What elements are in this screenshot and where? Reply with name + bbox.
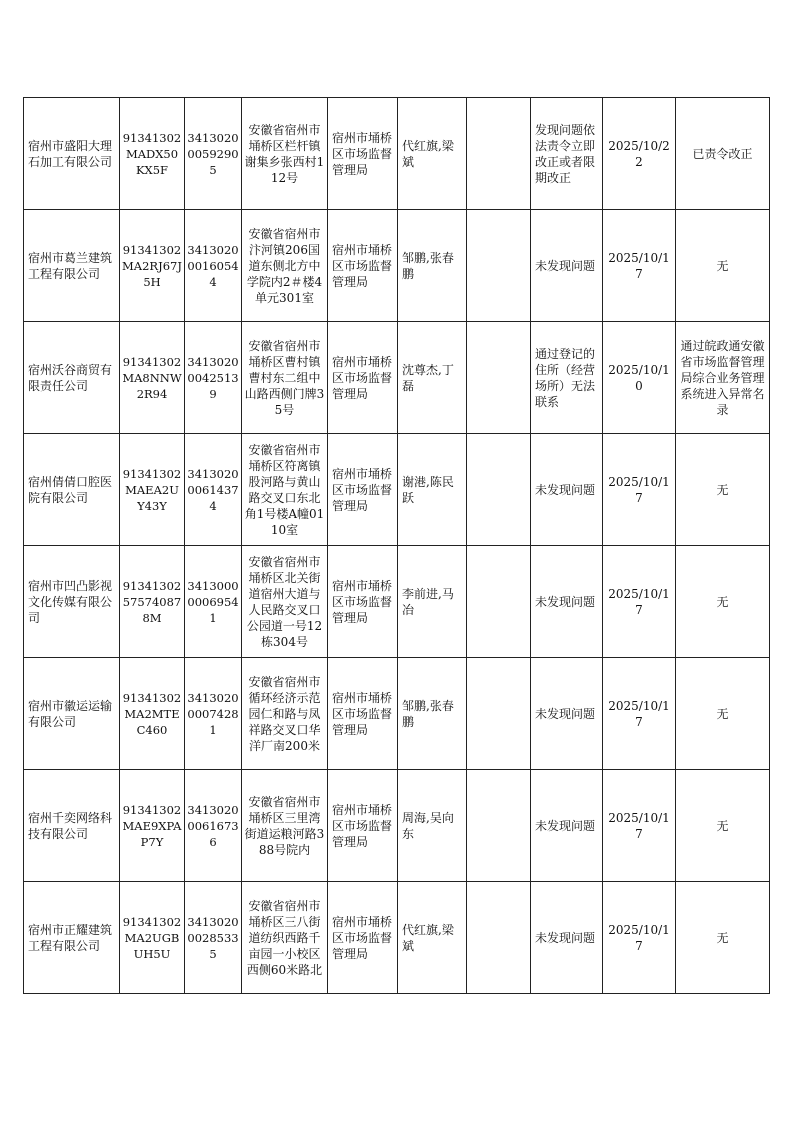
inspection-date-cell: 2025/10/17 <box>603 882 676 994</box>
blank-cell <box>467 546 531 658</box>
blank-cell <box>467 770 531 882</box>
handling-result-cell: 已责令改正 <box>676 98 770 210</box>
table-row <box>24 770 770 882</box>
registration-number-cell: 341302000074281 <box>185 658 242 770</box>
company-name-cell: 宿州千奕网络科技有限公司 <box>24 770 120 882</box>
credit-code-cell: 91341302MA2MTEC460 <box>120 658 185 770</box>
registration-number-cell: 341302000425139 <box>185 322 242 434</box>
handling-result-cell: 无 <box>676 882 770 994</box>
company-name-cell: 宿州倩倩口腔医院有限公司 <box>24 434 120 546</box>
inspection-date-cell: 2025/10/17 <box>603 770 676 882</box>
blank-cell <box>467 658 531 770</box>
registration-number-cell: 341302000592905 <box>185 98 242 210</box>
inspectors-cell: 沈尊杰,丁磊 <box>398 322 467 434</box>
authority-cell: 宿州市埇桥区市场监督管理局 <box>328 658 398 770</box>
address-cell: 安徽省宿州市埇桥区三里湾街道运粮河路388号院内 <box>242 770 328 882</box>
inspection-result-cell: 发现问题依法责令立即改正或者限期改正 <box>531 98 603 210</box>
blank-cell <box>467 434 531 546</box>
credit-code-cell: 91341302MAEA2UY43Y <box>120 434 185 546</box>
registration-number-cell: 341302000160544 <box>185 210 242 322</box>
table-row <box>24 882 770 994</box>
registration-number-cell: 341300000069541 <box>185 546 242 658</box>
handling-result-cell: 无 <box>676 770 770 882</box>
address-cell: 安徽省宿州市埇桥区三八街道纺织西路千亩园一小校区西侧60米路北 <box>242 882 328 994</box>
table-body <box>24 98 770 994</box>
address-cell: 安徽省宿州市汴河镇206国道东侧北方中学院内2＃楼4单元301室 <box>242 210 328 322</box>
inspection-date-cell: 2025/10/17 <box>603 434 676 546</box>
authority-cell: 宿州市埇桥区市场监督管理局 <box>328 210 398 322</box>
table-row <box>24 322 770 434</box>
address-cell: 安徽省宿州市埇桥区曹村镇曹村东二组中山路西侧门牌35号 <box>242 322 328 434</box>
inspection-result-cell: 通过登记的住所（经营场所）无法联系 <box>531 322 603 434</box>
inspectors-cell: 谢港,陈民跃 <box>398 434 467 546</box>
inspection-table <box>23 97 770 994</box>
authority-cell: 宿州市埇桥区市场监督管理局 <box>328 546 398 658</box>
table-row <box>24 546 770 658</box>
inspection-result-cell: 未发现问题 <box>531 770 603 882</box>
inspection-result-cell: 未发现问题 <box>531 434 603 546</box>
inspectors-cell: 李前进,马冶 <box>398 546 467 658</box>
credit-code-cell: 91341302MA8NNW2R94 <box>120 322 185 434</box>
inspectors-cell: 邹鹏,张春鹏 <box>398 658 467 770</box>
table-row <box>24 98 770 210</box>
company-name-cell: 宿州市葛兰建筑工程有限公司 <box>24 210 120 322</box>
handling-result-cell: 无 <box>676 658 770 770</box>
inspection-result-cell: 未发现问题 <box>531 210 603 322</box>
credit-code-cell: 91341302575740878M <box>120 546 185 658</box>
blank-cell <box>467 98 531 210</box>
address-cell: 安徽省宿州市埇桥区符离镇股河路与黄山路交叉口东北角1号楼A幢0110室 <box>242 434 328 546</box>
blank-cell <box>467 882 531 994</box>
registration-number-cell: 341302000285335 <box>185 882 242 994</box>
table-row <box>24 658 770 770</box>
credit-code-cell: 91341302MA2RJ67J5H <box>120 210 185 322</box>
company-name-cell: 宿州市正耀建筑工程有限公司 <box>24 882 120 994</box>
table-row <box>24 434 770 546</box>
authority-cell: 宿州市埇桥区市场监督管理局 <box>328 98 398 210</box>
inspectors-cell: 代红旗,梁斌 <box>398 98 467 210</box>
handling-result-cell: 无 <box>676 434 770 546</box>
table-row <box>24 210 770 322</box>
handling-result-cell: 无 <box>676 210 770 322</box>
registration-number-cell: 341302000616736 <box>185 770 242 882</box>
registration-number-cell: 341302000614374 <box>185 434 242 546</box>
company-name-cell: 宿州沃谷商贸有限责任公司 <box>24 322 120 434</box>
company-name-cell: 宿州市凹凸影视文化传媒有限公司 <box>24 546 120 658</box>
address-cell: 安徽省宿州市埇桥区栏杆镇谢集乡张西村112号 <box>242 98 328 210</box>
inspectors-cell: 邹鹏,张春鹏 <box>398 210 467 322</box>
handling-result-cell: 通过皖政通安徽省市场监督管理局综合业务管理系统进入异常名录 <box>676 322 770 434</box>
inspection-result-cell: 未发现问题 <box>531 658 603 770</box>
credit-code-cell: 91341302MA2UGBUH5U <box>120 882 185 994</box>
address-cell: 安徽省宿州市循环经济示范园仁和路与凤祥路交叉口华洋厂南200米 <box>242 658 328 770</box>
credit-code-cell: 91341302MAE9XPAP7Y <box>120 770 185 882</box>
authority-cell: 宿州市埇桥区市场监督管理局 <box>328 770 398 882</box>
address-cell: 安徽省宿州市埇桥区北关街道宿州大道与人民路交叉口公园道一号12栋304号 <box>242 546 328 658</box>
inspection-date-cell: 2025/10/10 <box>603 322 676 434</box>
authority-cell: 宿州市埇桥区市场监督管理局 <box>328 434 398 546</box>
handling-result-cell: 无 <box>676 546 770 658</box>
blank-cell <box>467 210 531 322</box>
inspection-result-cell: 未发现问题 <box>531 882 603 994</box>
credit-code-cell: 91341302MADX50KX5F <box>120 98 185 210</box>
inspectors-cell: 周海,吴向东 <box>398 770 467 882</box>
blank-cell <box>467 322 531 434</box>
inspection-result-cell: 未发现问题 <box>531 546 603 658</box>
company-name-cell: 宿州市盛阳大理石加工有限公司 <box>24 98 120 210</box>
company-name-cell: 宿州市徽运运输有限公司 <box>24 658 120 770</box>
authority-cell: 宿州市埇桥区市场监督管理局 <box>328 882 398 994</box>
inspection-date-cell: 2025/10/17 <box>603 210 676 322</box>
inspection-date-cell: 2025/10/17 <box>603 546 676 658</box>
inspection-date-cell: 2025/10/17 <box>603 658 676 770</box>
authority-cell: 宿州市埇桥区市场监督管理局 <box>328 322 398 434</box>
inspectors-cell: 代红旗,梁斌 <box>398 882 467 994</box>
inspection-date-cell: 2025/10/22 <box>603 98 676 210</box>
